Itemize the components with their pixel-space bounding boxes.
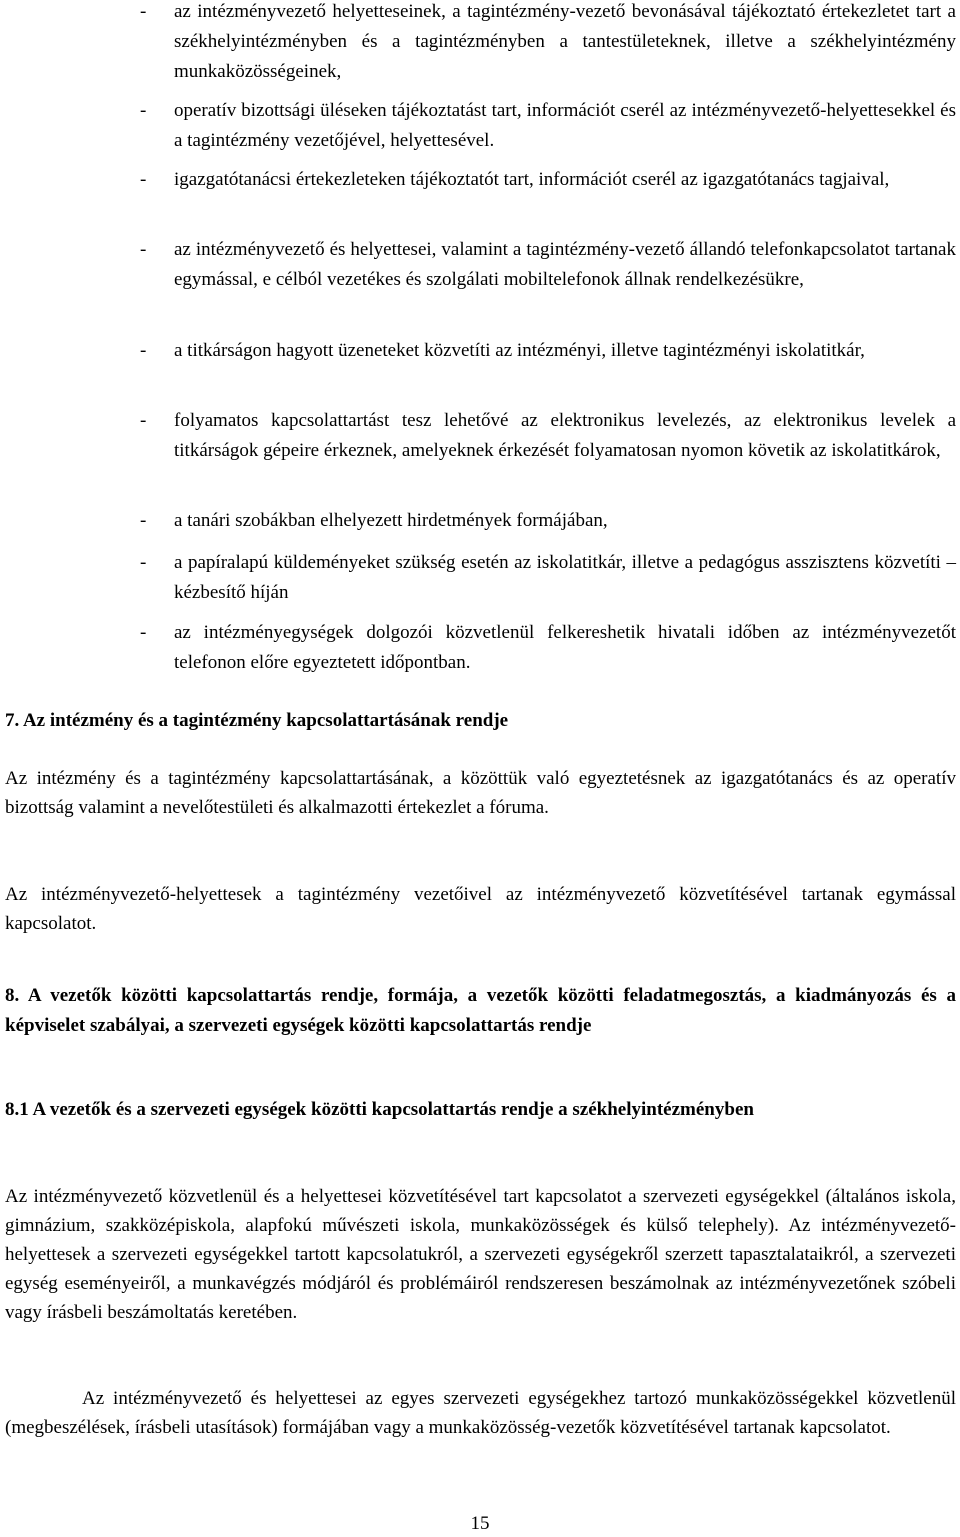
section-7-paragraph-2: Az intézményvezető-helyettesek a tagintézmény vezetőivel az intézményvezető közvetítésével tartanak egymással kapcsolatot. — [5, 884, 956, 934]
list-dash: - — [140, 552, 147, 573]
list-item-text: igazgatótanácsi értekezleteken tájékoztatót tart, információt cserél az igazgatótanács tagjaival, — [174, 169, 890, 190]
list-item-text: a papíralapú küldeményeket szükség esetén az iskolatitkár, illetve a pedagógus asszisztens közvetíti – kézbesítő híján — [174, 552, 956, 603]
list-dash: - — [140, 1, 147, 22]
section-8-1-heading: 8.1 A vezetők és a szervezeti egységek közötti kapcsolattartás rendje a székhelyintézményben — [5, 1099, 754, 1120]
list-item-text: operatív bizottsági üléseken tájékoztatást tart, információt cserél az intézményvezető-helyettesekkel és a tagintézmény vezetőjével, helyettesével. — [174, 100, 956, 151]
list-dash: - — [140, 622, 147, 643]
list-dash: - — [140, 239, 147, 260]
list-item-text: a tanári szobákban elhelyezett hirdetmények formájában, — [174, 510, 608, 531]
list-item-text: az intézményegységek dolgozói közvetlenül felkereshetik hivatali időben az intézményvezetőt telefonon előre egyeztetett időpontban. — [174, 622, 956, 673]
list-item-text: folyamatos kapcsolattartást tesz lehetővé az elektronikus levelezés, az elektronikus levelek a titkárságok gépeire érkeznek, amelyeknek érkezését folyamatosan nyomon követik az iskolatitkárok, — [174, 410, 956, 461]
section-7-heading: 7. Az intézmény és a tagintézmény kapcsolattartásának rendje — [5, 710, 509, 731]
list-dash: - — [140, 410, 147, 431]
list-dash: - — [140, 340, 147, 361]
list-item-text: az intézményvezető és helyettesei, valamint a tagintézmény-vezető állandó telefonkapcsolatot tartanak egymással, e célból vezetékes és szolgálati mobiltelefonok állnak rendelkezésükre, — [174, 239, 956, 290]
section-8-1-paragraph-1: Az intézményvezető közvetlenül és a helyettesei közvetítésével tart kapcsolatot a szervezeti egységekkel (általános iskola, gimnázium, szakközépiskola, alapfokú művészeti iskola, munkaközösségek és külső telephely). Az intézményvezető-helyettesek a szervezeti egységekkel tartott kapcsolatukról, a szervezeti egységekről szerzett tapasztalataikról, a szervezeti egység eseményeiről, a munkavégzés módjáról és problémáiról rendszeresen beszámolnak az intézményvezetőnek szóbeli vagy írásbeli beszámoltatás keretében. — [5, 1186, 956, 1323]
list-item-text: a titkárságon hagyott üzeneteket közvetíti az intézményi, illetve tagintézményi iskolatitkár, — [174, 340, 865, 361]
list-item-text: az intézményvezető helyetteseinek, a tagintézmény-vezető bevonásával tájékoztató értekezletet tart a székhelyintézményben és a tagintézményben a tantestületeknek, illetve a székhelyintézmény munkaközösségeinek, — [174, 1, 956, 82]
list-dash: - — [140, 169, 147, 190]
list-dash: - — [140, 510, 147, 531]
section-8-1-paragraph-2: Az intézményvezető és helyettesei az egyes szervezeti egységekhez tartozó munkaközösségekkel közvetlenül (megbeszélések, írásbeli utasítások) formájában vagy a munkaközösség-vezetők közvetítésével tartanak kapcsolatot. — [5, 1388, 956, 1438]
section-8-heading: 8. A vezetők közötti kapcsolattartás rendje, formája, a vezetők közötti feladatmegosztás, a kiadmányozás és a képviselet szabályai, a szervezeti egységek közötti kapcsolattartás rendje — [5, 985, 956, 1036]
page-number: 15 — [470, 1513, 490, 1534]
list-dash: - — [140, 100, 147, 121]
section-7-paragraph-1: Az intézmény és a tagintézmény kapcsolattartásának, a közöttük való egyeztetésnek az igazgatótanács és az operatív bizottság valamint a nevelőtestületi és alkalmazotti értekezlet a fóruma. — [5, 768, 956, 818]
